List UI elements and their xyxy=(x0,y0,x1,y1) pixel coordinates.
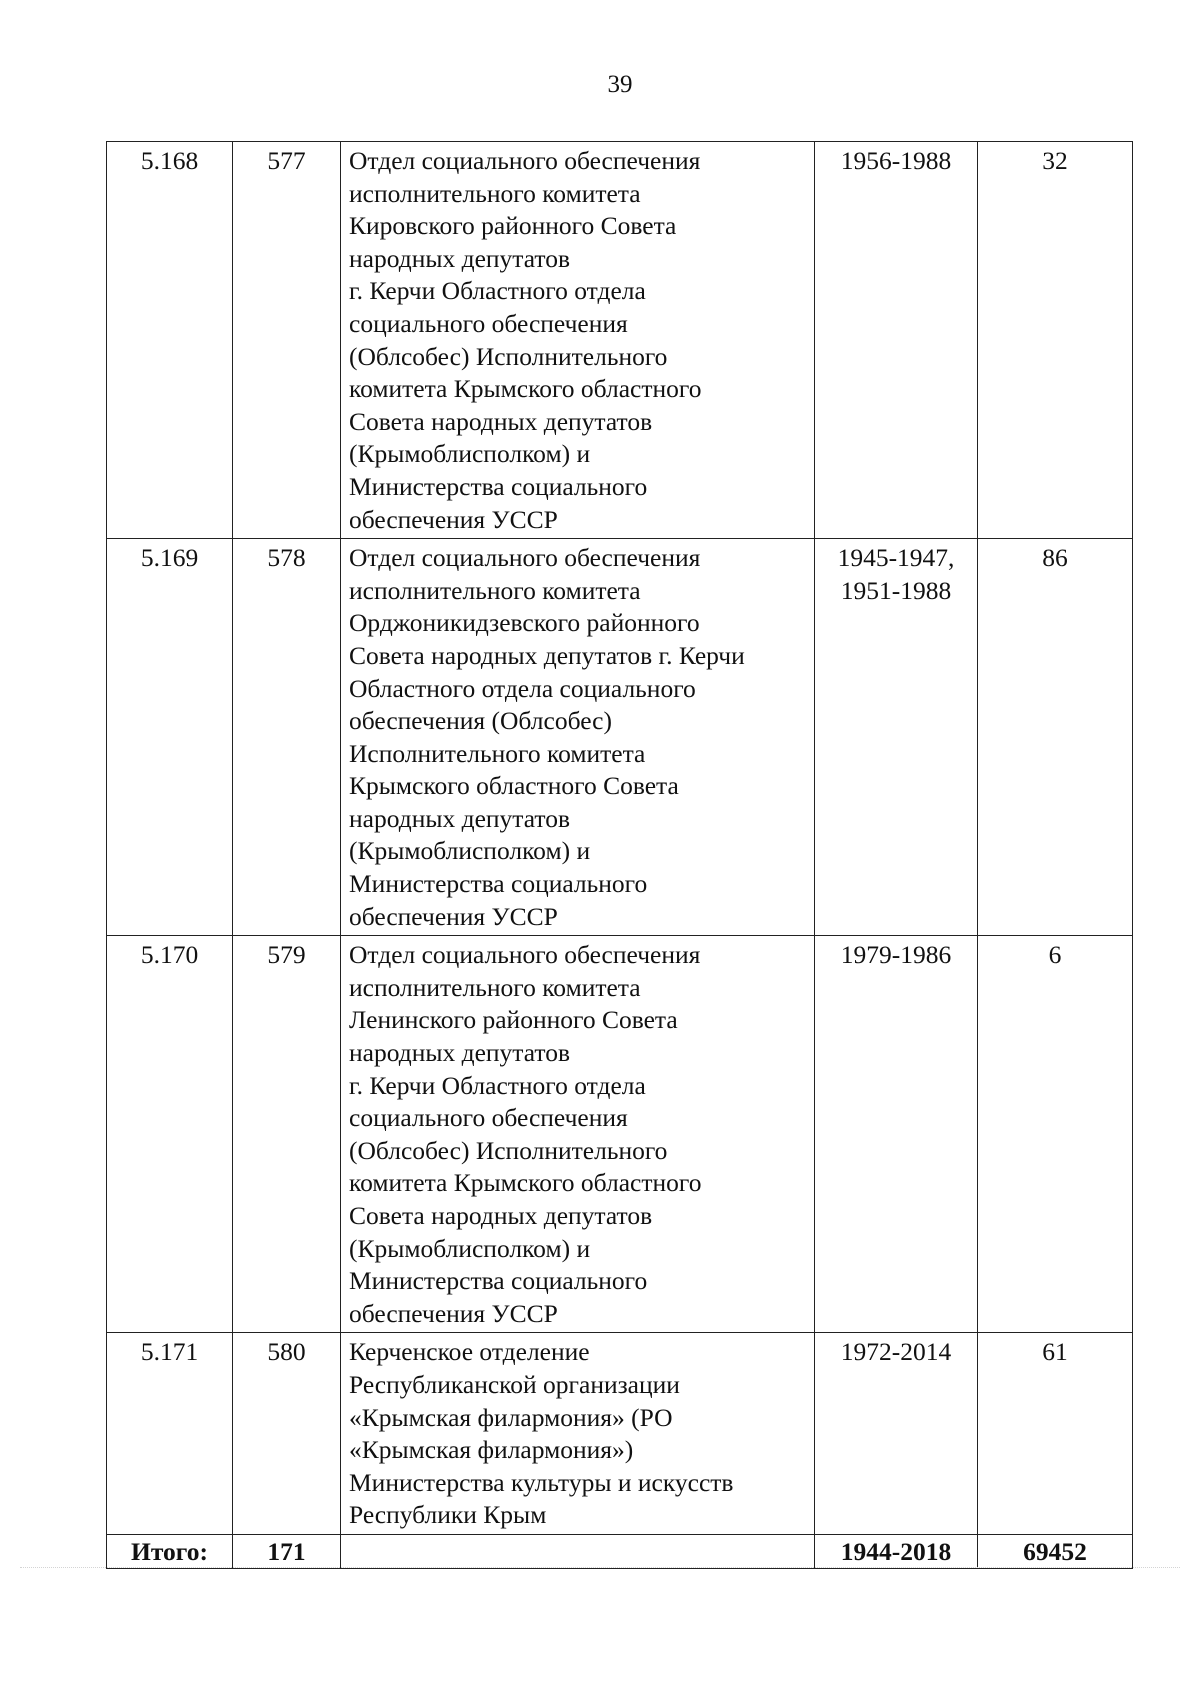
count-cell: 6 xyxy=(978,936,1133,1333)
table-row xyxy=(107,539,1133,936)
fund-number-cell: 577 xyxy=(233,142,341,539)
fund-name-cell xyxy=(341,539,815,936)
total-count: 69452 xyxy=(978,1534,1133,1568)
row-number-cell: 5.170 xyxy=(107,936,233,1333)
fund-name-text: Отдел социального обеспечения исполнительного комитета Кировского районного Совета народных депутатов г. Керчи Областного отдела социального обеспечения (Облсобес) Исполнительного комитета Крымского областного Совета народных депутатов (Крымоблисполком) и Министерства социального обеспечения УССР xyxy=(349,146,702,534)
years-text: 1972-2014 xyxy=(840,1337,952,1367)
fund-name-text: Керченское отделение Республиканской организации «Крымская филармония» (РО «Крымская филармония») Министерства культуры и искусств Республики Крым xyxy=(349,1337,734,1530)
row-number-cell: 5.171 xyxy=(107,1333,233,1535)
fund-name-cell xyxy=(341,142,815,539)
table-row xyxy=(107,936,1133,1333)
table-row xyxy=(107,1333,1133,1535)
total-row xyxy=(107,1534,1133,1568)
fund-name-cell xyxy=(341,1333,815,1535)
scan-artifact-line xyxy=(20,1567,1180,1569)
years-text: 1945-1947, 1951-1988 xyxy=(837,543,955,605)
total-years: 1944-2018 xyxy=(815,1534,978,1568)
page-number: 39 xyxy=(607,71,633,98)
fund-number-cell: 578 xyxy=(233,539,341,936)
table-row xyxy=(107,142,1133,539)
total-fund-count: 171 xyxy=(233,1534,341,1568)
years-cell xyxy=(815,142,978,539)
years-cell xyxy=(815,539,978,936)
fund-name-text: Отдел социального обеспечения исполнительного комитета Ленинского районного Совета народных депутатов г. Керчи Областного отдела социального обеспечения (Облсобес) Исполнительного комитета Крымского областного Совета народных депутатов (Крымоблисполком) и Министерства социального обеспечения УССР xyxy=(349,940,702,1328)
fund-name-text: Отдел социального обеспечения исполнительного комитета Орджоникидзевского районного Совета народных депутатов г. Керчи Областного отдела социального обеспечения (Облсобес) Исполнительного комитета Крымского областного Совета народных депутатов (Крымоблисполком) и Министерства социального обеспечения УССР xyxy=(349,543,745,931)
fund-number-cell: 580 xyxy=(233,1333,341,1535)
fund-name-cell xyxy=(341,936,815,1333)
row-number-cell: 5.169 xyxy=(107,539,233,936)
years-text: 1979-1986 xyxy=(840,940,952,970)
total-name-cell xyxy=(341,1534,815,1568)
fund-number-cell: 579 xyxy=(233,936,341,1333)
row-number-cell: 5.168 xyxy=(107,142,233,539)
total-label: Итого: xyxy=(107,1534,233,1568)
count-cell: 86 xyxy=(978,539,1133,936)
count-cell: 61 xyxy=(978,1333,1133,1535)
years-cell xyxy=(815,1333,978,1535)
fund-registry-table xyxy=(106,141,1133,1569)
years-text: 1956-1988 xyxy=(840,146,952,175)
years-cell xyxy=(815,936,978,1333)
count-cell: 32 xyxy=(978,142,1133,539)
